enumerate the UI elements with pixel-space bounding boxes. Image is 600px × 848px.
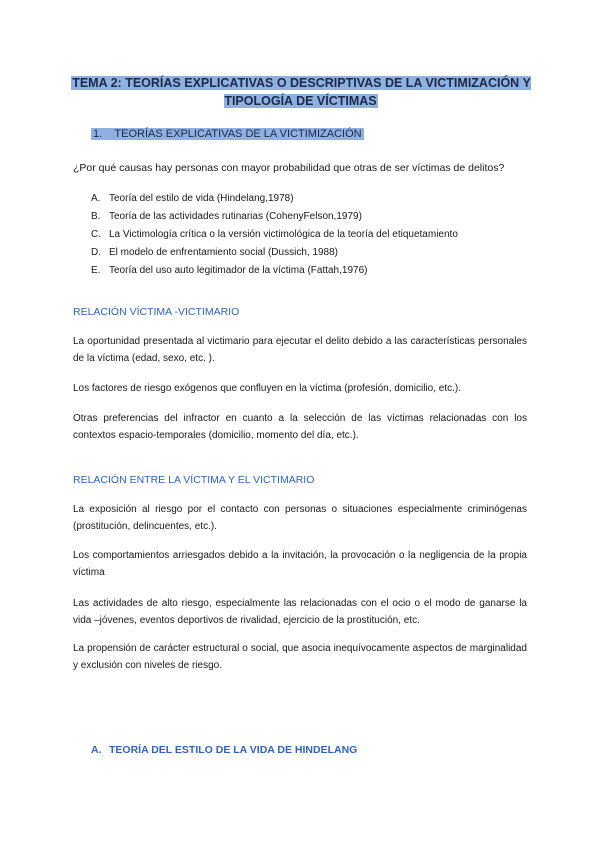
list-item — [91, 226, 458, 244]
section-label: TEORÍAS EXPLICATIVAS DE LA VICTIMIZACIÓN — [114, 128, 362, 140]
document-title — [70, 74, 532, 110]
paragraph: Las actividades de alto riesgo, especialmente las relacionadas con el ocio o el modo de ganarse la vida –jóvenes, eventos deportivos de rivalidad, ejercicio de la prostitución, etc. — [73, 598, 527, 626]
paragraph: La propensión de carácter estructural o social, que asocia inequívocamente aspectos de marginalidad y exclusión con niveles de riesgo. — [73, 643, 527, 671]
subsection-letter: A. — [91, 744, 102, 756]
list-letter: D. — [91, 247, 101, 258]
list-letter: A. — [91, 193, 101, 204]
section-number: 1. — [93, 128, 103, 140]
paragraph: Otras preferencias del infractor en cuanto a la selección de las víctimas relacionadas con los contextos espacio-temporales (domicilio, momento del día, etc.). — [73, 413, 527, 441]
paragraph: La oportunidad presentada al victimario para ejecutar el delito debido a las características personales de la víctima (edad, sexo, etc. ). — [73, 336, 527, 364]
subsection-heading — [91, 744, 357, 756]
list-item — [91, 262, 458, 280]
intro-question: ¿Por qué causas hay personas con mayor probabilidad que otras de ser víctimas de delitos? — [73, 162, 505, 174]
list-text: El modelo de enfrentamiento social (Dussich, 1988) — [109, 247, 339, 258]
list-text: La Victimología crítica o la versión victimológica de la teoría del etiquetamiento — [109, 229, 458, 240]
theories-list — [91, 190, 458, 280]
paragraph: La exposición al riesgo por el contacto con personas o situaciones especialmente criminógenas (prostitución, delincuentes, etc.). — [73, 504, 527, 532]
relation-heading-1: RELACIÓN VÍCTIMA -VICTIMARIO — [73, 306, 240, 318]
document-title-text: TEMA 2: TEORÍAS EXPLICATIVAS O DESCRIPTIVAS DE LA VICTIMIZACIÓN Y TIPOLOGÍA DE VÍCTIMAS — [72, 76, 531, 108]
list-letter: E. — [91, 265, 101, 276]
list-text: Teoría del uso auto legitimador de la víctima (Fattah,1976) — [109, 265, 368, 276]
paragraph: Los comportamientos arriesgados debido a la invitación, la provocación o la negligencia de la propia víctima — [73, 550, 527, 578]
list-letter: B. — [91, 211, 101, 222]
list-text: Teoría del estilo de vida (Hindelang,1978) — [109, 193, 294, 204]
list-letter: C. — [91, 229, 101, 240]
paragraph: Los factores de riesgo exógenos que confluyen en la víctima (profesión, domicilio, etc.). — [73, 383, 461, 394]
list-text: Teoría de las actividades rutinarias (CohenyFelson,1979) — [109, 211, 362, 222]
subsection-label: TEORÍA DEL ESTILO DE LA VIDA DE HINDELANG — [109, 744, 358, 756]
list-item — [91, 208, 458, 226]
section-heading-1 — [91, 128, 364, 140]
relation-heading-2: RELACIÓN ENTRE LA VÍCTIMA Y EL VICTIMARIO — [73, 474, 315, 486]
list-item — [91, 244, 458, 262]
list-item — [91, 190, 458, 208]
